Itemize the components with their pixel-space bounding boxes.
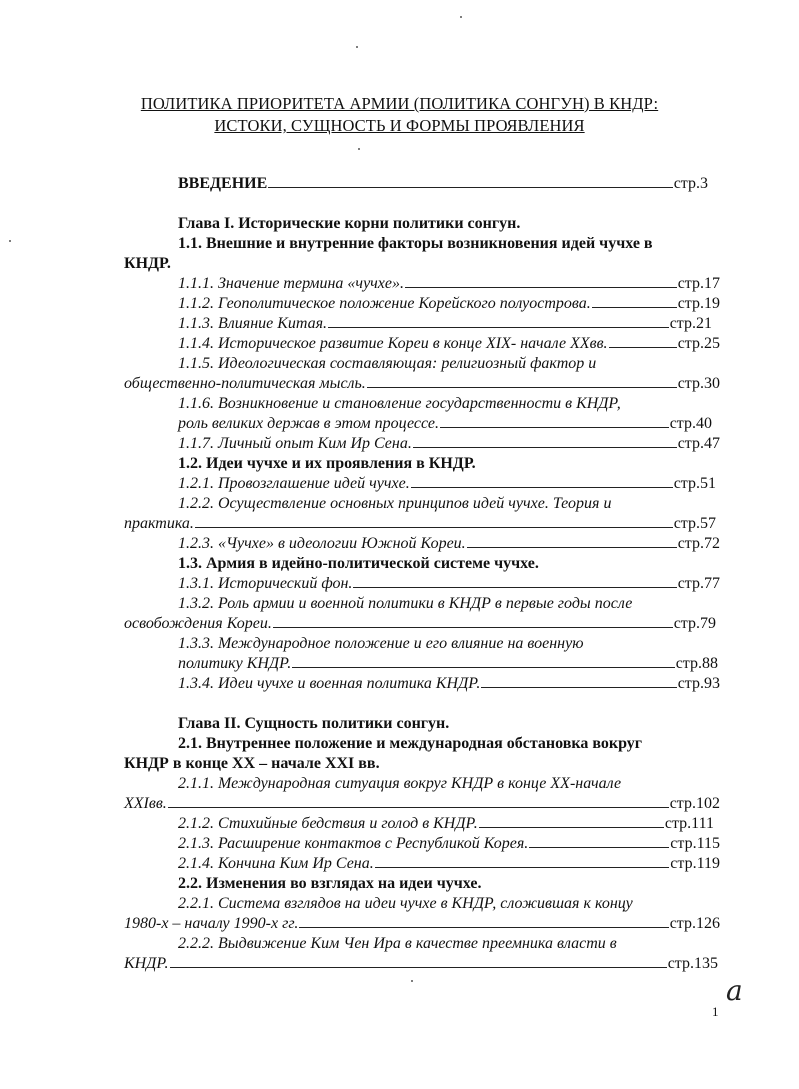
toc-entry-1-3-1[interactable]: 1.3.1. Исторический фон. стр.77 [178,575,720,592]
toc-leader-line [481,687,676,688]
section-1-2-title: 1.2. Идеи чучхе и их проявления в КНДР. [178,455,476,472]
toc-entry-1-2-1[interactable]: 1.2.1. Провозглашение идей чучхе. стр.51 [178,475,716,492]
toc-leader-line [170,967,667,968]
toc-entry-1-1-2[interactable]: 1.1.2. Геополитическое положение Корейского полуострова. стр.19 [178,295,720,312]
toc-leader-line [413,447,677,448]
toc-entry-1-1-6-cont[interactable]: роль великих держав в этом процессе. стр.40 [178,415,712,432]
scan-speck [356,46,358,48]
toc-leader-line [440,427,669,428]
toc-leader-line [299,927,668,928]
toc-entry-2-1-2[interactable]: 2.1.2. Стихийные бедствия и голод в КНДР. стр.111 [178,815,714,832]
section-1-1-title-cont: КНДР. [124,255,171,272]
toc-entry-text: ВВЕДЕНИЕ [178,175,268,192]
toc-entry-1-3-4[interactable]: 1.3.4. Идеи чучхе и военная политика КНДР. стр.93 [178,675,720,692]
toc-leader-line [375,867,670,868]
toc-page-ref: стр.3 [673,175,708,192]
toc-entry-1-3-3-cont[interactable]: политику КНДР. стр.88 [178,655,718,672]
toc-leader-line [273,627,673,628]
section-1-3-title: 1.3. Армия в идейно-политической системе чучхе. [178,555,539,572]
section-2-2-title: 2.2. Изменения во взглядах на идеи чучхе. [178,875,482,892]
toc-entry-1-2-2[interactable]: 1.2.2. Осуществление основных принципов идей чучхе. Теория и [178,495,612,512]
section-2-1-title: 2.1. Внутреннее положение и международная обстановка вокруг [178,735,643,752]
toc-entry-2-1-3[interactable]: 2.1.3. Расширение контактов с Республикой Корея. стр.115 [178,835,720,852]
toc-entry-2-2-1-cont[interactable]: 1980-х – началу 1990-х гг. стр.126 [124,915,720,932]
toc-entry-2-2-1[interactable]: 2.2.1. Система взглядов на идеи чучхе в КНДР, сложившая к концу [178,895,633,912]
toc-leader-line [292,667,674,668]
toc-entry-intro[interactable] [178,174,708,194]
toc-entry-1-1-1[interactable]: 1.1.1. Значение термина «чучхе». стр.17 [178,275,720,292]
section-1-1-title: 1.1. Внешние и внутренние факторы возникновения идей чучхе в [178,235,653,252]
toc-entry-1-1-4[interactable]: 1.1.4. Историческое развитие Кореи в конце XIX- начале XXвв. стр.25 [178,335,720,352]
page-number: 1 [712,1004,719,1019]
section-2-1-title-cont: КНДР в конце XX – начале XXI вв. [124,755,380,772]
toc-entry-1-1-5[interactable]: 1.1.5. Идеологическая составляющая: религиозный фактор и [178,355,597,372]
toc-leader-line [268,187,672,188]
toc-leader-line [328,327,669,328]
toc-leader-line [467,547,677,548]
toc-entry-1-1-7[interactable]: 1.1.7. Личный опыт Ким Ир Сена. стр.47 [178,435,720,452]
toc-entry-2-2-2[interactable]: 2.2.2. Выдвижение Ким Чен Ира в качестве преемника власти в [178,935,617,952]
document-title-line-1: ПОЛИТИКА ПРИОРИТЕТА АРМИИ (ПОЛИТИКА СОНГУН) В КНДР: [140,94,659,113]
toc-entry-2-1-1[interactable]: 2.1.1. Международная ситуация вокруг КНДР в конце XX-начале [178,775,622,792]
toc-entry-2-1-1-cont[interactable]: XXIвв. стр.102 [124,795,720,812]
toc-leader-line [195,527,673,528]
toc-entry-1-2-3[interactable]: 1.2.3. «Чучхе» в идеологии Южной Кореи. стр.72 [178,535,720,552]
toc-entry-1-3-3[interactable]: 1.3.3. Международное положение и его влияние на военную [178,635,584,652]
toc-leader-line [367,387,677,388]
document-title-line-2: ИСТОКИ, СУЩНОСТЬ И ФОРМЫ ПРОЯВЛЕНИЯ [214,116,585,135]
toc-entry-1-1-3[interactable]: 1.1.3. Влияние Китая. стр.21 [178,315,712,332]
toc-entry-1-1-5-cont[interactable]: общественно-политическая мысль. стр.30 [124,375,720,392]
chapter-1-title: Глава I. Исторические корни политики сонгун. [178,215,521,232]
chapter-2-title: Глава II. Сущность политики сонгун. [178,715,450,732]
toc-entry-1-2-2-cont[interactable]: практика. стр.57 [124,515,716,532]
toc-leader-line [609,347,677,348]
toc-leader-line [405,287,677,288]
scan-speck [9,240,11,242]
scan-speck [411,980,413,982]
scan-speck [358,148,360,150]
toc-entry-2-1-4[interactable]: 2.1.4. Кончина Ким Ир Сена. стр.119 [178,855,720,872]
toc-leader-line [168,807,669,808]
toc-leader-line [529,847,669,848]
toc-entry-1-3-2[interactable]: 1.3.2. Роль армии и военной политики в КНДР в первые годы после [178,595,633,612]
toc-leader-line [479,827,664,828]
toc-entry-1-1-6[interactable]: 1.1.6. Возникновение и становление государственности в КНДР, [178,395,621,412]
handwritten-mark: a [726,974,743,1007]
toc-leader-line [592,307,677,308]
toc-entry-2-2-2-cont[interactable]: КНДР. стр.135 [124,955,718,972]
toc-entry-1-3-2-cont[interactable]: освобождения Кореи. стр.79 [124,615,716,632]
toc-leader-line [411,487,673,488]
toc-leader-line [353,587,676,588]
scan-speck [460,16,462,18]
